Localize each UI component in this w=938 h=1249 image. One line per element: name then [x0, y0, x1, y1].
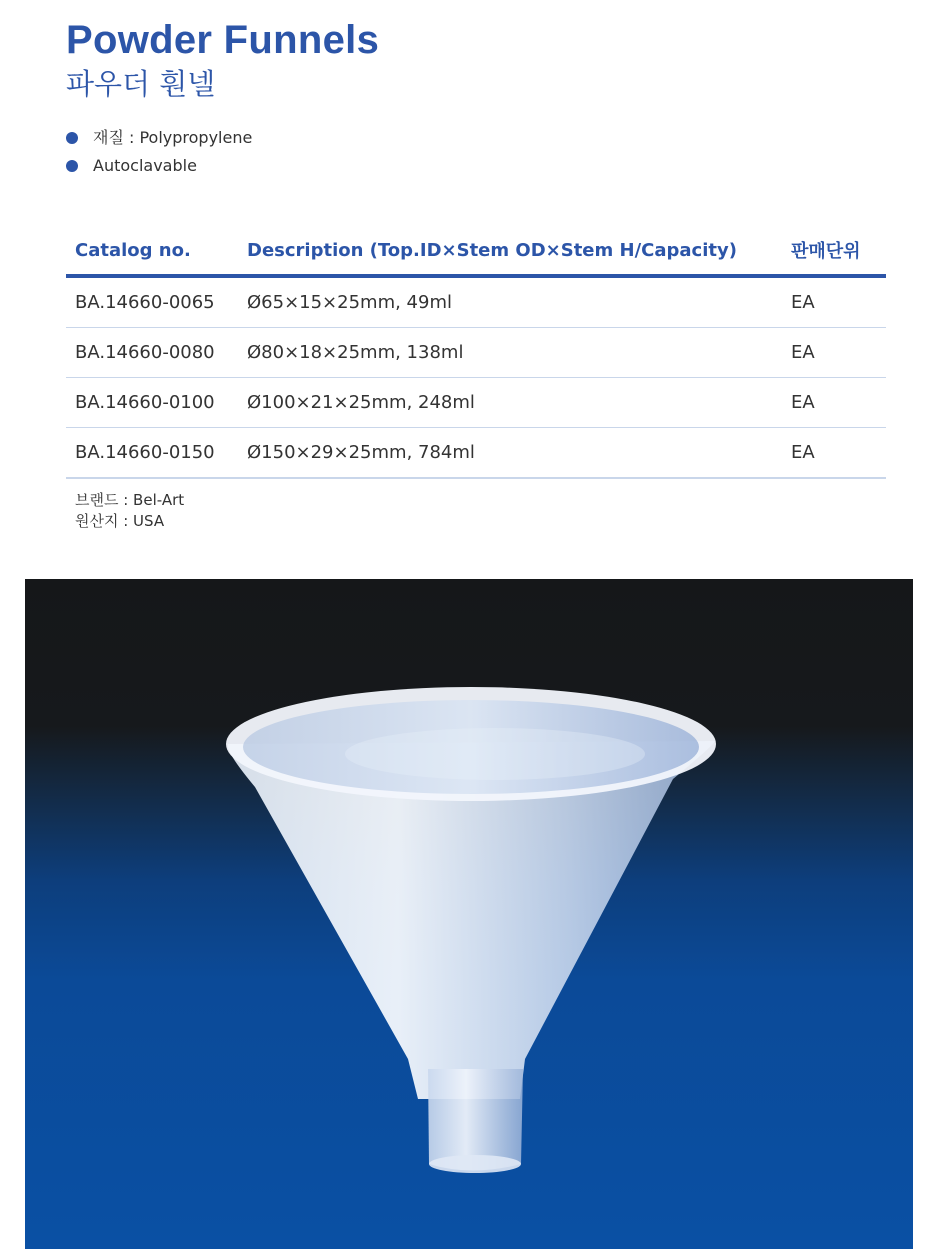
feature-autoclave: Autoclavable — [93, 156, 197, 175]
cell-catalog: BA.14660-0065 — [66, 276, 238, 328]
cell-unit: EA — [782, 328, 886, 378]
cell-unit: EA — [782, 428, 886, 479]
table-row — [66, 276, 886, 328]
table-row — [66, 378, 886, 428]
feature-material: 재질 : Polypropylene — [93, 128, 253, 147]
table-row — [66, 428, 886, 479]
feature-item — [66, 152, 252, 180]
feature-item — [66, 124, 252, 152]
header-description: Description (Top.ID×Stem OD×Stem H/Capacity) — [238, 226, 782, 276]
bullet-icon — [66, 160, 78, 172]
product-photo — [25, 579, 913, 1249]
stem-tip — [429, 1155, 521, 1173]
header-unit: 판매단위 — [782, 226, 886, 276]
cell-catalog: BA.14660-0150 — [66, 428, 238, 479]
cell-unit: EA — [782, 378, 886, 428]
page-subtitle: 파우더 훤넬 — [66, 67, 216, 101]
bullet-icon — [66, 132, 78, 144]
funnel-illustration — [25, 579, 913, 1249]
origin-text: 원산지 : USA — [75, 512, 165, 530]
cell-description: Ø100×21×25mm, 248ml — [238, 378, 782, 428]
spec-table — [66, 226, 886, 479]
cell-description: Ø150×29×25mm, 784ml — [238, 428, 782, 479]
brand-text: 브랜드 : Bel-Art — [75, 491, 185, 509]
feature-list — [66, 124, 252, 180]
cell-description: Ø65×15×25mm, 49ml — [238, 276, 782, 328]
cell-unit: EA — [782, 276, 886, 328]
table-row — [66, 328, 886, 378]
cell-description: Ø80×18×25mm, 138ml — [238, 328, 782, 378]
opening-highlight — [345, 728, 645, 780]
table-header-row — [66, 226, 886, 276]
cell-catalog: BA.14660-0080 — [66, 328, 238, 378]
product-meta — [75, 490, 184, 532]
page-title: Powder Funnels — [66, 18, 380, 62]
header-catalog: Catalog no. — [66, 226, 238, 276]
cell-catalog: BA.14660-0100 — [66, 378, 238, 428]
